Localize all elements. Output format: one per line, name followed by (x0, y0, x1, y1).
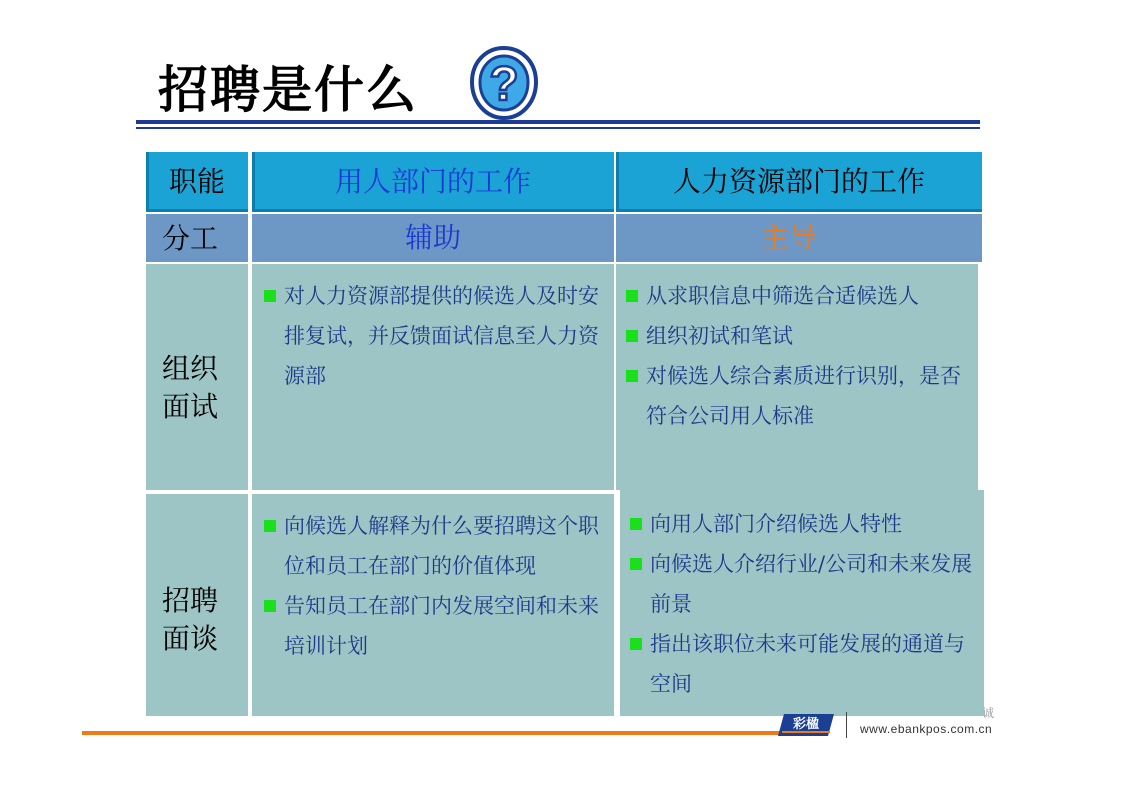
row2-label-line1: 招聘 (162, 584, 219, 617)
division-label: 分工 (162, 222, 219, 255)
header-cell-hr (616, 152, 982, 212)
row2-dept-list (262, 506, 604, 666)
row2-label-cell (146, 494, 248, 716)
list-item: 指出该职位未来可能发展的通道与空间 (628, 624, 974, 704)
logo-text: 彩楹 (792, 717, 820, 732)
company-logo (778, 712, 834, 738)
list-item: 对人力资源部提供的候选人及时安排复试，并反馈面试信息至人力资源部 (262, 276, 604, 396)
list-item: 向用人部门介绍候选人特性 (628, 504, 974, 544)
list-item: 向候选人解释为什么要招聘这个职位和员工在部门的价值体现 (262, 506, 604, 586)
row1-label-line2: 面试 (162, 390, 219, 423)
row2-hr-list (628, 504, 974, 704)
title-rule-thin (136, 127, 980, 129)
footer-orange-rule (82, 731, 782, 735)
row1-label-line1: 组织 (162, 352, 219, 385)
svg-text:?: ? (489, 58, 519, 111)
footer-divider (846, 712, 847, 738)
row1-label-cell (146, 264, 248, 490)
row2-dept-cell (252, 494, 614, 716)
list-item: 向候选人介绍行业/公司和未来发展前景 (628, 544, 974, 624)
row1-hr-cell (616, 264, 978, 490)
header-dept-label: 用人部门的工作 (334, 165, 531, 198)
division-cell-label (146, 214, 248, 262)
footer-website: www.ebankpos.com.cn (860, 722, 993, 736)
list-item: 组织初试和笔试 (624, 316, 970, 356)
header-cell-function (146, 152, 248, 212)
row1-hr-list (624, 276, 970, 436)
row1-dept-cell (252, 264, 614, 490)
division-dept-value: 辅助 (404, 221, 461, 254)
list-item: 从求职信息中筛选合适候选人 (624, 276, 970, 316)
row2-hr-cell (620, 490, 984, 716)
page-title: 招聘是什么 (158, 61, 418, 119)
division-cell-dept (252, 214, 614, 262)
list-item: 告知员工在部门内发展空间和未来培训计划 (262, 586, 604, 666)
header-hr-label: 人力资源部门的工作 (672, 165, 925, 198)
header-cell-dept (252, 152, 614, 212)
question-mark-icon (468, 44, 540, 124)
row1-dept-list (262, 276, 604, 396)
row2-label-line2: 面谈 (162, 622, 219, 655)
division-cell-hr (616, 214, 982, 262)
division-hr-value: 主导 (760, 221, 817, 254)
list-item: 对候选人综合素质进行识别，是否符合公司用人标准 (624, 356, 970, 436)
title-rule-thick (136, 120, 980, 124)
footer-slogan: 诚 (982, 706, 995, 720)
header-function-label: 职能 (168, 165, 225, 198)
